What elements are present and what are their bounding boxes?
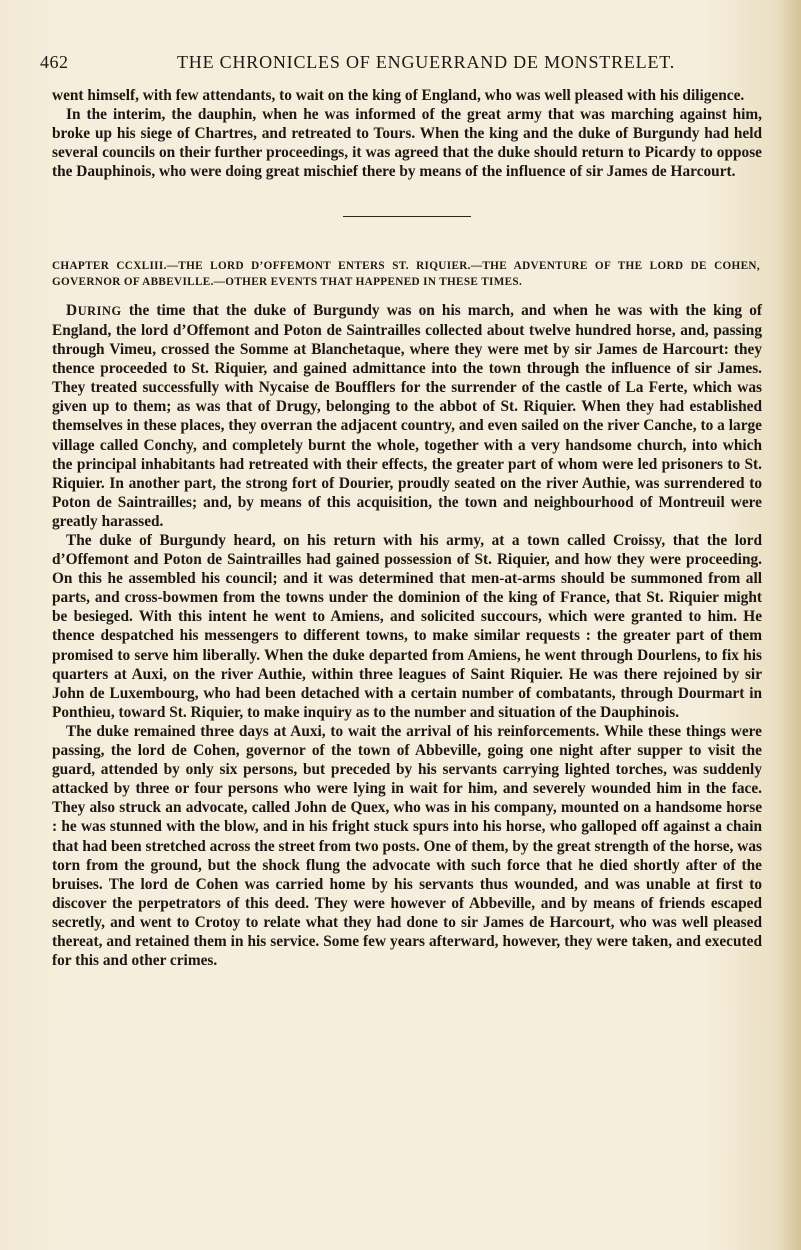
chapter-first-paragraph-text: the time that the duke of Burgundy was on his march, and when he was with the king of England, the lord d’Offemont and Poton de Saintrailles collected about twelve hundred horse, and, passing through Vimeu, crossed the Somme at Blanchetaque, where they were met by sir James de Harcourt: they thence proceeded to St. Riquier, and gained admittance into the town through the influence of sir James. They treated successfully with Nycaise de Boufflers for the surrender of the castle of La Ferte, which was given up to them; as was that of Drugy, belonging to the abbot of St. Riquier. When they had established themselves in these places, they overran the adjacent country, and even sailed on the river Canche, to a large village called Conchy, and completely burnt the whole, together with a very handsome church, into which the principal inhabitants had retreated with their effects, the greater part of whom were led prisoners to St. Riquier. In another part, the strong fort of Dourier, proudly seated on the river Authie, was surrendered to Poton de Saintrailles; and, by means of this acquisition, the town and neighbourhood of Montreuil were greatly harassed.: [52, 301, 762, 530]
paragraph-continued: went himself, with few attendants, to wait on the king of England, who was well pleased with his diligence.: [52, 87, 745, 104]
page-number: 462: [40, 52, 69, 72]
chapter-heading: CHAPTER CCXLIII.—THE LORD D’OFFEMONT ENTERS ST. RIQUIER.—THE ADVENTURE OF THE LORD DE COHEN, GOVERNOR OF ABBEVILLE.—OTHER EVENTS THAT HAPPENED IN THESE TIMES.: [52, 260, 760, 288]
paragraph: In the interim, the dauphin, when he was informed of the great army that was marching against him, broke up his siege of Chartres, and retreated to Tours. When the king and the duke of Burgundy had held several councils on their further proceedings, it was agreed that the duke should return to Picardy to oppose the Dauphinois, who were doing great mischief there by means of the influence of sir James de Harcourt.: [52, 106, 762, 181]
paragraph: The duke of Burgundy heard, on his return with his army, at a town called Croissy, that the lord d’Offemont and Poton de Saintrailles had gained possession of St. Riquier, and how they were proceeding. On this he assembled his council; and it was determined that men-at-arms should be summoned from all parts, and cross-bowmen from the towns under the dominion of the king of France, that St. Riquier might be besieged. With this intent he went to Amiens, and solicited succours, which were granted to him. He thence despatched his messengers to different towns, to make similar requests : the greater part of them promised to serve him liberally. When the duke departed from Amiens, he went through Dourlens, to fix his quarters at Auxi, on the river Authie, within three leagues of Saint Riquier. He was there rejoined by sir John de Luxembourg, who had been detached with a certain number of combatants, through Dourmart in Ponthieu, toward St. Riquier, to make inquiry as to the number and situation of the Dauphinois.: [52, 532, 762, 721]
chapter-body: [52, 301, 762, 970]
page-edge-shadow: [779, 0, 801, 1250]
page-content: [52, 86, 762, 970]
section-divider: [343, 216, 471, 217]
chapter-first-word: DURING: [66, 301, 122, 319]
running-head: [40, 52, 782, 76]
paragraph: The duke remained three days at Auxi, to wait the arrival of his reinforcements. While these things were passing, the lord de Cohen, governor of the town of Abbeville, going one night after supper to visit the guard, attended by only six persons, but preceded by his servants carrying lighted torches, was suddenly attacked by three or four persons who were lying in wait for him, and severely wounded him in the face. They also struck an advocate, called John de Quex, who was in his company, mounted on a handsome horse : he was stunned with the blow, and in his fright stuck spurs into his horse, who galloped off against a chain that had been stretched across the street from two posts. One of them, by the great strength of the horse, was torn from the ground, but the shock flung the advocate with such force that he died shortly after of the bruises. The lord de Cohen was carried home by his servants thus wounded, and was unable at first to discover the perpetrators of this deed. They were however of Abbeville, and by means of friends escaped secretly, and went to Crotoy to relate what they had done to sir James de Harcourt, who was well pleased thereat, and retained them in his service. Some few years afterward, however, they were taken, and executed for this and other crimes.: [52, 722, 762, 970]
chapter-first-paragraph: [52, 301, 762, 531]
running-title: THE CHRONICLES OF ENGUERRAND DE MONSTRELET.: [176, 52, 676, 72]
